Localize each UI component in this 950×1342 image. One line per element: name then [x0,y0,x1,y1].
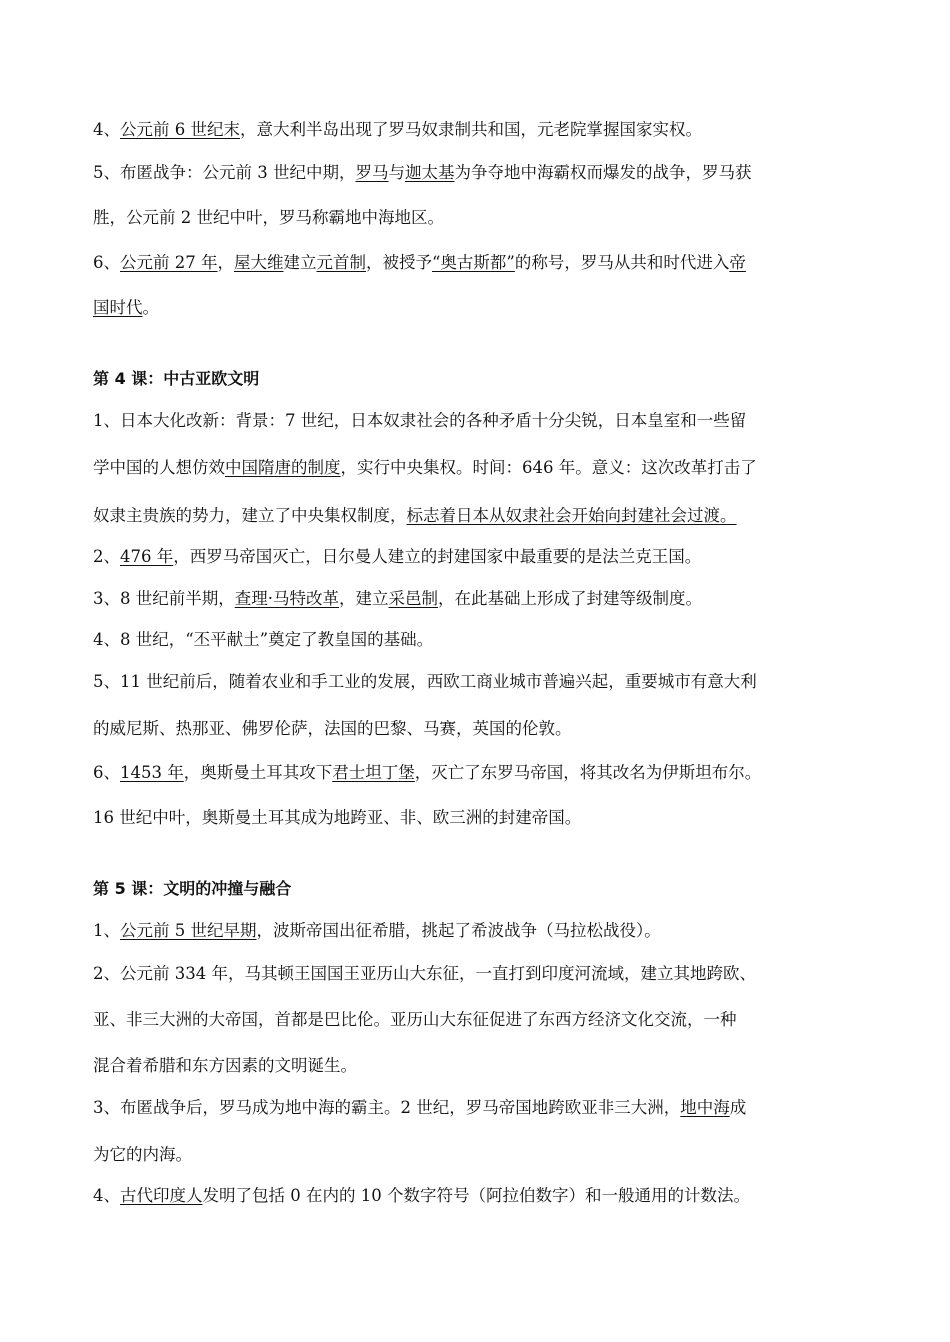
item-text: 布匿战争：公元前 3 世纪中期， [120,163,356,182]
item-text: 奴隶主贵族的势力，建立了中央集权制度， [93,506,407,525]
item-text: ，在此基础上形成了封建等级制度。 [438,589,702,608]
lesson4-heading: 第 4 课：中古亚欧文明 [93,369,260,388]
lesson4-item-6 [93,761,761,785]
lesson5-item-3-cont: 为它的内海。 [93,1145,192,1164]
item-number: 4、 [93,120,120,139]
item-text: ，波斯帝国出征希腊，挑起了希波战争（马拉松战役）。 [256,921,661,940]
item-text: ，被授予 [366,253,432,272]
lesson5-heading: 第 5 课：文明的冲撞与融合 [93,879,292,898]
item-number: 1、 [93,921,120,940]
item-text: ，灭亡了东罗马帝国，将其改名为伊斯坦布尔。 [414,763,762,782]
lesson5-item-3 [93,1096,746,1120]
key-term: 帝 [729,253,746,272]
item-text: 发明了包括 0 在内的 10 个数字符号（阿拉伯数字）和一般通用的计数法。 [202,1186,750,1205]
key-term: 采邑制 [388,589,438,608]
item-number: 4、 [93,1186,120,1205]
key-term: 屋大维 [234,253,284,272]
item-text: 8 世纪前半期， [120,589,235,608]
item-text: ，西罗马帝国灭亡，日尔曼人建立的封建国家中最重要的是法兰克王国。 [173,547,702,566]
item-text: ，建立 [339,589,389,608]
item-text: 成 [729,1098,747,1117]
key-term: 公元前 27 年 [120,253,218,272]
lesson4-item-1: 1、日本大化改新：背景：7 世纪，日本奴隶社会的各种矛盾十分尖锐，日本皇室和一些留 [93,411,747,430]
lesson5-item-2-cont2: 混合着希腊和东方因素的文明诞生。 [93,1056,357,1075]
item-text: 为争夺地中海霸权而爆发的战争，罗马获 [454,163,752,182]
lesson3-item-5 [93,161,752,185]
lesson5-item-4 [93,1184,750,1208]
lesson4-item-1-cont2 [93,504,737,528]
item-text: 。 [142,298,159,317]
item-number: 3、 [93,589,120,608]
item-text: 建立 [283,253,317,272]
key-term: 1453 年 [120,763,184,782]
item-text: ，实行中央集权。时间：646 年。意义：这次改革打击了 [340,458,757,477]
item-number: 6、 [93,763,120,782]
key-term: 查理·马特改革 [234,589,339,608]
lesson4-item-5-cont: 的威尼斯、热那亚、佛罗伦萨，法国的巴黎、马赛，英国的伦敦。 [93,719,572,738]
lesson4-item-2 [93,545,701,569]
item-text: 学中国的人想仿效 [93,458,225,477]
key-term: 君士坦丁堡 [332,763,415,782]
lesson4-item-6-cont: 16 世纪中叶，奥斯曼土耳其成为地跨亚、非、欧三洲的封建帝国。 [93,808,582,827]
key-term: 元首制 [316,253,366,272]
key-term: 迦太基 [405,163,455,182]
key-term: 古代印度人 [120,1186,203,1205]
key-term: 公元前 6 世纪末 [120,120,240,139]
lesson3-item-6-cont [93,296,159,320]
item-text: 3、布匿战争后，罗马成为地中海的霸主。2 世纪，罗马帝国地跨欧亚非三大洲， [93,1098,681,1117]
lesson4-item-1-cont [93,456,757,480]
key-term: 中国隋唐的制度 [225,458,341,477]
key-term: “奥古斯都” [432,253,515,272]
lesson3-item-5-cont: 胜，公元前 2 世纪中叶，罗马称霸地中海地区。 [93,208,444,227]
key-term: 地中海 [680,1098,730,1117]
item-text: ，奥斯曼土耳其攻下 [183,763,333,782]
lesson3-item-4 [93,118,702,142]
lesson5-item-2: 2、公元前 334 年，马其顿王国国王亚历山大东征，一直打到印度河流域，建立其地跨欧、 [93,964,756,983]
item-text: ，意大利半岛出现了罗马奴隶制共和国，元老院掌握国家实权。 [240,120,702,139]
item-text: 的称号，罗马从共和时代进入 [514,253,730,272]
item-text: 与 [388,163,405,182]
lesson4-item-5: 5、11 世纪前后，随着农业和手工业的发展，西欧工商业城市普遍兴起，重要城市有意大利 [93,672,757,691]
item-number: 2、 [93,547,120,566]
item-number: 5、 [93,163,120,182]
key-term: 标志着日本从奴隶社会开始向封建社会过渡。 [406,506,737,525]
item-number: 6、 [93,253,120,272]
lesson4-item-4: 4、8 世纪，“丕平献土”奠定了教皇国的基础。 [93,630,434,649]
key-term: 476 年 [120,547,174,566]
key-term: 罗马 [355,163,389,182]
key-term: 国时代 [93,298,143,317]
lesson4-item-3 [93,587,702,611]
lesson5-item-2-cont: 亚、非三大洲的大帝国，首都是巴比伦。亚历山大东征促进了东西方经济文化交流，一种 [93,1010,737,1029]
lesson3-item-6 [93,251,746,275]
key-term: 公元前 5 世纪早期 [120,921,257,940]
lesson5-item-1 [93,919,661,943]
item-text: ， [217,253,234,272]
